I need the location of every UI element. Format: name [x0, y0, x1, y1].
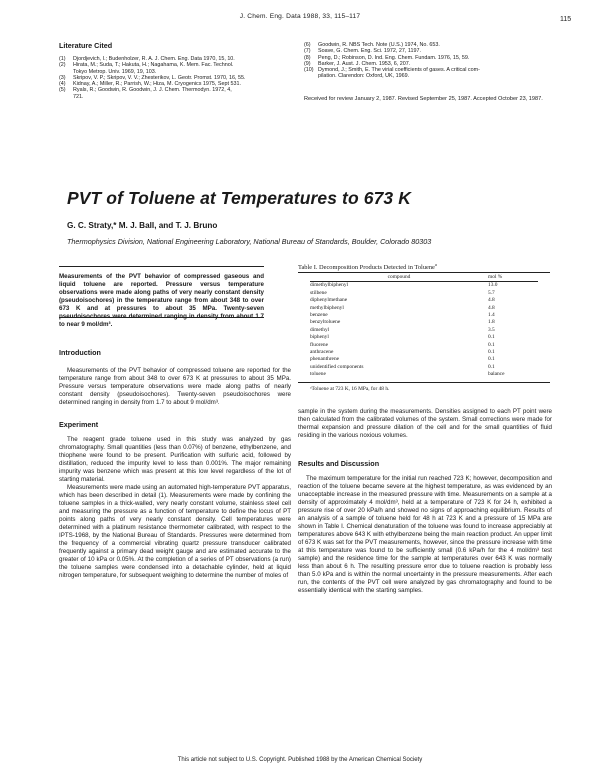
- table-row: [310, 342, 538, 349]
- compound-cell: dimethylbiphenyl: [310, 282, 349, 289]
- table-row: [310, 282, 538, 290]
- article-title: [67, 188, 411, 209]
- reference-item: (10) Dymond, J.; Smith, E. The virial coefficients of gases. A critical com-: [304, 67, 480, 74]
- reference-item: (4) Kidnay, A.; Miller, R.; Parrish, W.; Hiza, M. Cryogenics 1975, Sept 531.: [59, 81, 241, 88]
- mol-percent-cell: 0.1: [488, 356, 495, 363]
- right-column-text: sample in the system during the measurements. Densities assigned to each PT point were then calculated from the calibrated volumes of the system. Small corrections were made for thermal expansion and pressure dilation of the cell and for the small quantities of fluid residing in the various noxious volumes.: [298, 408, 552, 439]
- table-row: [310, 319, 538, 326]
- mol-percent-cell: 0.1: [488, 363, 495, 370]
- table-row: [310, 349, 538, 356]
- running-header: J. Chem. Eng. Data 1988, 33, 115–117: [239, 13, 361, 20]
- compound-cell: diphenylmethane: [310, 297, 348, 304]
- reference-item: (5) Ryals, R.; Goodwin, R. Goodwin, J. J. Chem. Thermodyn. 1972, 4,: [59, 87, 232, 94]
- table-bottom-rule: [298, 382, 550, 383]
- reference-item: (9) Barker, J. Aust. J. Chem. 1953, 6, 207.: [304, 60, 411, 67]
- affiliation: Thermophysics Division, National Engineering Laboratory, National Bureau of Standards, Boulder, Colorado 80303: [67, 237, 432, 246]
- reference-item: 721.: [73, 93, 84, 100]
- reference-item: (1) Djordjevich, I.; Budenholzer, R. A. J. Chem. Eng. Data 1970, 15, 10.: [59, 56, 235, 62]
- abstract-bottom-rule: [59, 317, 264, 318]
- table-top-rule: [298, 272, 550, 273]
- reference-item: (2) Hirata, M.; Suda, T.; Hakuta, H.; Nagahama, K. Mem. Fac. Technol.: [59, 62, 234, 69]
- table-row: [310, 356, 538, 363]
- compound-cell: phenanthrene: [310, 356, 340, 363]
- column-header-mol: mol %: [488, 274, 503, 280]
- title-italic: PVT: [67, 188, 102, 208]
- column-header-compound: compound: [387, 274, 411, 280]
- decomposition-table: [310, 274, 538, 379]
- title-rest: of Toluene at Temperatures to 673 K: [101, 188, 411, 208]
- table-caption: Table I. Decomposition Products Detected in Toluene$^a$: [298, 262, 437, 272]
- introduction-heading: Introduction: [59, 348, 101, 357]
- experiment-paragraph-2: Measurements were made using an automated high-temperature PVT apparatus, which has been described in detail (1). Measurements were made by confining the toluene samples in a thick-walled, very nearly constant volume, stainless steel cell and measuring the pressure as a function of temperature to define the locus of PT points along paths of very nearly constant density. Cell temperatures were determined with a platinum resistance thermometer calibrated, with respect to the IPTS-1968, by the National Bureau of Standards. Pressures were determined from the frequency of a commercial vibrating quartz pressure transducer calibrated frequently against a primary dead weight gauge and are estimated accurate to the greater of 10 kPa or 0.05%. At the completion of a series of PT observations (a run) the toluene samples were condensed into a detachable cylinder, held at liquid nitrogen temperature, for subsequent weighing to determine the number of moles of: [59, 484, 291, 579]
- literature-cited-heading: Literature Cited: [59, 41, 113, 50]
- table-row: [310, 334, 538, 341]
- reference-item: (6) Goodwin, R. NBS Tech. Note (U.S.) 1974, No. 653.: [304, 42, 440, 48]
- results-text: The maximum temperature for the initial run reached 723 K; however, decomposition and reaction of the toluene became severe at the highest temperature, as was evidenced by an unacceptable increase in the measured pressure with time. Measurements on a sample at a density of approximately 4 mol/dm³, held at a temperature of 723 K for 24 h, exhibited a pressure rise of over 20 kPa/h and showed no signs of approaching equilibrium. Results of an analysis of a sample of toluene held for 48 h at 723 K and a pressure of 15 MPa are shown in Table I. Chemical denaturation of the toluene was found to increase appreciably at temperatures above 643 K with ethylbenzene being the main reaction product. An upper limit of 673 K was set for the PVT measurements, however, since the pressure increase with time at this temperature was found to be sufficiently small (0.6 kPa/h for the 4 mol/dm³ test sample) and the residence time for the sample at temperatures over 643 K was normally less than about 6 h. The resulting pressure error due to toluene reaction is probably less than 5.0 kPa and is within the normal uncertainty in the pressure measurements. After each run, the contents of the PVT cell were analyzed by gas chromatography and found to be essentially identical with the starting samples.: [298, 475, 552, 594]
- results-heading: Results and Discussion: [298, 459, 380, 468]
- table-row: [310, 305, 538, 312]
- mol-percent-cell: 1.8: [488, 319, 495, 326]
- compound-cell: fluorene: [310, 341, 328, 348]
- reference-item: (8) Peng, D.; Robinson, D. Ind. Eng. Chem. Fundam. 1976, 15, 59.: [304, 54, 470, 61]
- mol-percent-cell: balance: [488, 371, 505, 378]
- copyright-notice: This article not subject to U.S. Copyright. Published 1988 by the American Chemical Society: [177, 757, 423, 763]
- mol-percent-cell: 1.4: [488, 312, 495, 319]
- table-row: [310, 327, 538, 334]
- table-row: [310, 290, 538, 297]
- experiment-text: [59, 436, 291, 580]
- compound-cell: methylbiphenyl: [310, 304, 344, 311]
- received-note: Received for review January 2, 1987. Revised September 25, 1987. Accepted October 23, 1987.: [304, 96, 543, 102]
- experiment-paragraph-1: The reagent grade toluene used in this study was analyzed by gas chromatography. Small quantities (less than 0.07%) of benzene, ethylbenzene, and thiophene were found to be present. Purification with sulfuric acid, followed by distillation, reduced the impurity level to less than 0.001%. The major remaining impurity was benzene which was present at this low level regardless of the lot of starting material.: [59, 436, 291, 483]
- compound-cell: biphenyl: [310, 334, 329, 341]
- mol-percent-cell: 4.8: [488, 297, 495, 304]
- compound-cell: unidentified components: [310, 363, 364, 370]
- mol-percent-cell: 0.1: [488, 341, 495, 348]
- compound-cell: stilbene: [310, 289, 327, 296]
- experiment-heading: Experiment: [59, 420, 99, 429]
- abstract-top-rule: [59, 266, 264, 267]
- mol-percent-cell: 5.7: [488, 289, 495, 296]
- compound-cell: dimethyl: [310, 326, 330, 333]
- table-row: [310, 312, 538, 319]
- mol-percent-cell: 0.1: [488, 334, 495, 341]
- page-number: 115: [560, 16, 572, 23]
- mol-percent-cell: 0.1: [488, 349, 495, 356]
- mol-percent-cell: 3.5: [488, 326, 495, 333]
- references-left: [59, 56, 294, 100]
- references-right: [304, 42, 554, 80]
- mol-percent-cell: 13.0: [488, 282, 498, 289]
- authors: G. C. Straty,* M. J. Ball, and T. J. Bruno: [67, 221, 218, 230]
- reference-item: (7) Soave, G. Chem. Eng. Sci. 1972, 27, 1197.: [304, 48, 421, 55]
- table-row: [310, 371, 538, 378]
- compound-cell: toluene: [310, 371, 326, 378]
- reference-item: (3) Skripov, V. P.; Skripov, V. V.; Zhesterikov, L. Geotr. Promst. 1970, 16, 55.: [59, 74, 246, 81]
- table-row: [310, 364, 538, 371]
- table-row: [310, 297, 538, 304]
- reference-item: Tokyo Metrop. Univ. 1969, 19, 103.: [73, 68, 157, 75]
- compound-cell: benzene: [310, 312, 328, 319]
- introduction-text: Measurements of the PVT behavior of compressed toluene are reported for the temperature range from about 348 to over 673 K at pressures to about 35 MPa. Pressure versus temperature observations were made along paths of nearly constant density (pseudoisochores). Twenty-seven pseudoisochores were determined ranging in density from 1.7 to about 9 mol/dm³.: [59, 367, 291, 406]
- abstract: Measurements of the PVT behavior of compressed gaseous and liquid toluene are reported. Pressure versus temperature observations were made along paths of very nearly constant density (pseudoisochores) in the temperature range from about 348 to over 673 K and at pressures to about 35 MPa. Twenty-seven to near 9 mol/dm³.: [59, 273, 264, 328]
- mol-percent-cell: 4.8: [488, 304, 495, 311]
- compound-cell: benzyltoluene: [310, 319, 341, 326]
- compound-cell: anthracene: [310, 349, 334, 356]
- table-footnote: ᵃToluene at 723 K, 16 MPa, for 48 h.: [310, 386, 390, 392]
- reference-item: pilation. Clarendon: Oxford, UK, 1969.: [318, 73, 410, 80]
